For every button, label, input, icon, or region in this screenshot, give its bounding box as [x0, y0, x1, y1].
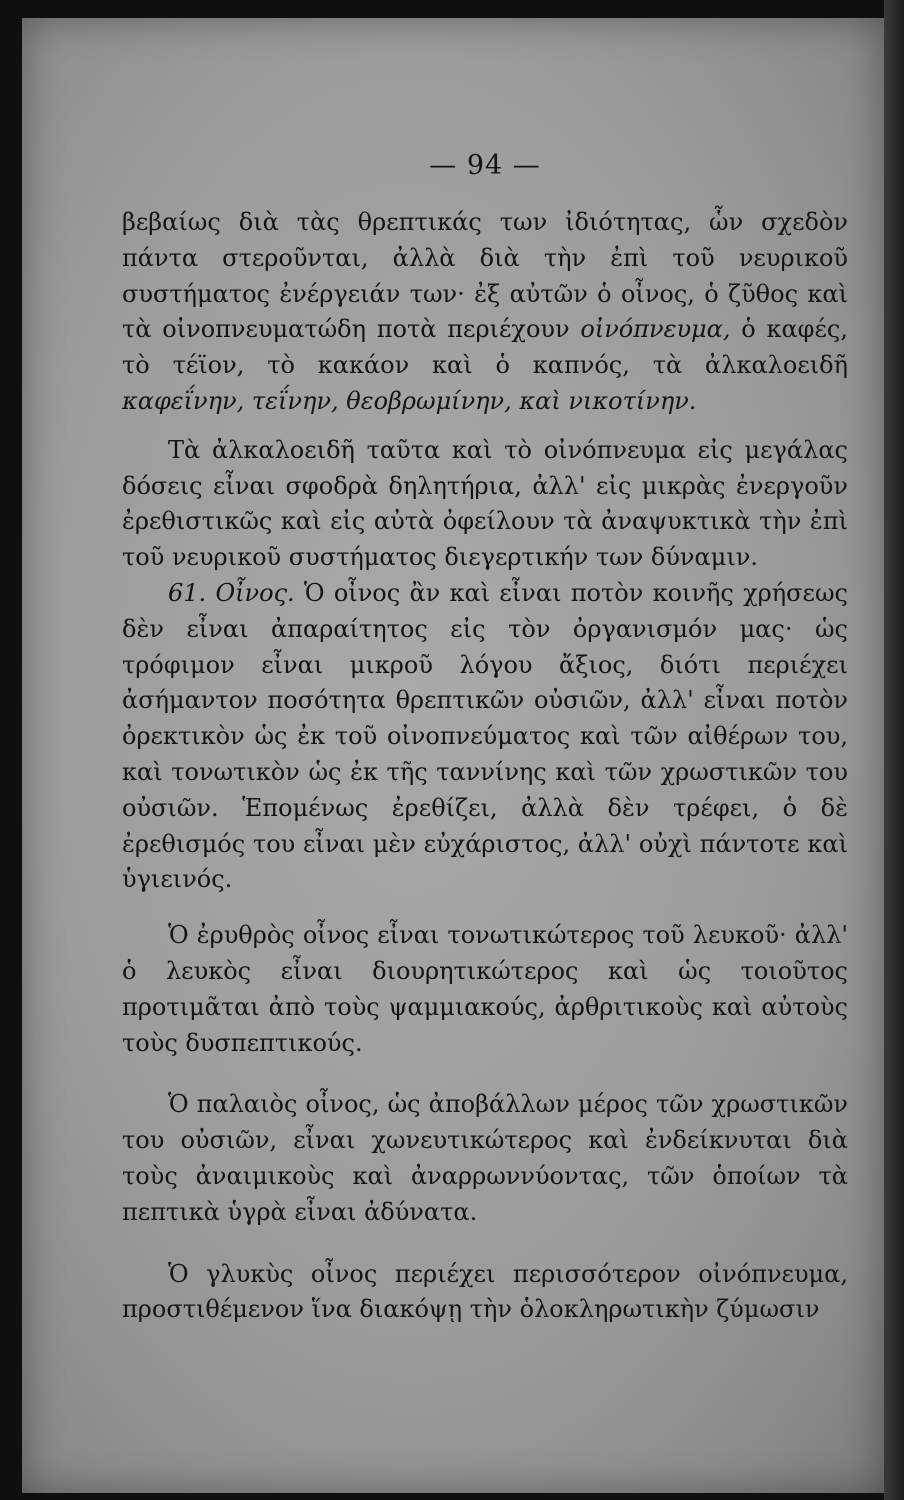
- paragraph-4: Ὁ ἐρυθρὸς οἶνος εἶναι τονωτικώτερος τοῦ λευκοῦ· ἀλλ' ὁ λευκὸς εἶναι διουρητικώτερος καὶ ὡς τοιοῦτος προτιμᾶται ἀπὸ τοὺς ψαμμιακούς, ἀρθριτικοὺς καὶ αὐτοὺς τοὺς δυσπεπτικούς.: [122, 921, 848, 1057]
- paragraph-3: [122, 576, 848, 898]
- paragraph-1-italic-term: οἰνόπνευμα,: [580, 315, 731, 344]
- paragraph-2: Τὰ ἀλκαλοειδῆ ταῦτα καὶ τὸ οἰνόπνευμα εἰς μεγάλας δόσεις εἶναι σφοδρὰ δηλητήρια, ἀλλ' εἰς μικρὰς ἐνεργοῦν ἐρεθιστικῶς καὶ εἰς αὐτὰ ὀφείλουν τὰ ἀναψυκτικὰ τὴν ἐπὶ τοῦ νευρικοῦ συστήματος διεγερτικήν των δύναμιν.: [122, 435, 848, 572]
- paragraph-3-text: Ὁ οἶνος ἂν καὶ εἶναι ποτὸν κοινῆς χρήσεως δὲν εἶναι ἀπαραίτητος εἰς τὸν ὀργανισμόν μας· ὡς τρόφιμον εἶναι μικροῦ λόγου ἄξιος, διότι περιέχει ἀσήμαντον ποσότητα θρεπτικῶν οὐσιῶν, ἀλλ' εἶναι ποτὸν ὀρεκτικὸν ὡς ἐκ τοῦ οἰνοπνεύματος καὶ τῶν αἰθέρων του, καὶ τονωτικὸν ὡς ἐκ τῆς ταννίνης καὶ τῶν χρωστικῶν του οὐσιῶν. Ἑπομένως ἐρεθίζει, ἀλλὰ δὲν τρέφει, ὁ δὲ ἐρεθισμός του εἶναι μὲν εὐχάριστος, ἀλλ' οὐχὶ πάντοτε καὶ ὑγιεινός.: [122, 578, 848, 894]
- paragraph-5: Ὁ παλαιὸς οἶνος, ὡς ἀποβάλλων μέρος τῶν χρωστικῶν του οὐσιῶν, εἶναι χωνευτικώτερος καὶ ἐνδείκνυται διὰ τοὺς ἀναιμικοὺς καὶ ἀναρρωννύοντας, τῶν ὁποίων τὰ πεπτικὰ ὑγρὰ εἶναι ἀδύνατα.: [122, 1090, 848, 1226]
- paragraph-1: [122, 205, 848, 420]
- scan-right-edge: [884, 0, 904, 1500]
- paragraph-1-text: βεβαίως διὰ τὰς θρεπτικάς των ἰδιότητας, ὧν σχεδὸν πάντα στεροῦνται, ἀλλὰ διὰ τὴν ἐπὶ τοῦ νευρικοῦ συστήματος ἐνέργειάν των· ἐξ αὐτῶν ὁ οἶνος, ὁ ζῦθος καὶ τὰ οἰνοπνευματώδη ποτὰ περιέχουν: [122, 208, 848, 344]
- section-heading-61: 61. Οἶνος.: [168, 578, 295, 607]
- paragraph-6: Ὁ γλυκὺς οἶνος περιέχει περισσότερον οἰνόπνευμα, προστιθέμενον ἵνα διακόψῃ τὴν ὁλοκληρωτικὴν ζύμωσιν: [122, 1259, 848, 1324]
- page-number: — 94 —: [429, 150, 541, 181]
- paragraph-1-italic-list: καφεΐνην, τεΐνην, θεοβρωμίνην, καὶ νικοτίνην.: [122, 386, 697, 415]
- paragraph-1-text-2: ὁ καφές, τὸ τέϊον, τὸ κακάον καὶ ὁ καπνός, τὰ ἀλκαλοειδῆ: [122, 315, 848, 380]
- page-text: [122, 150, 848, 1328]
